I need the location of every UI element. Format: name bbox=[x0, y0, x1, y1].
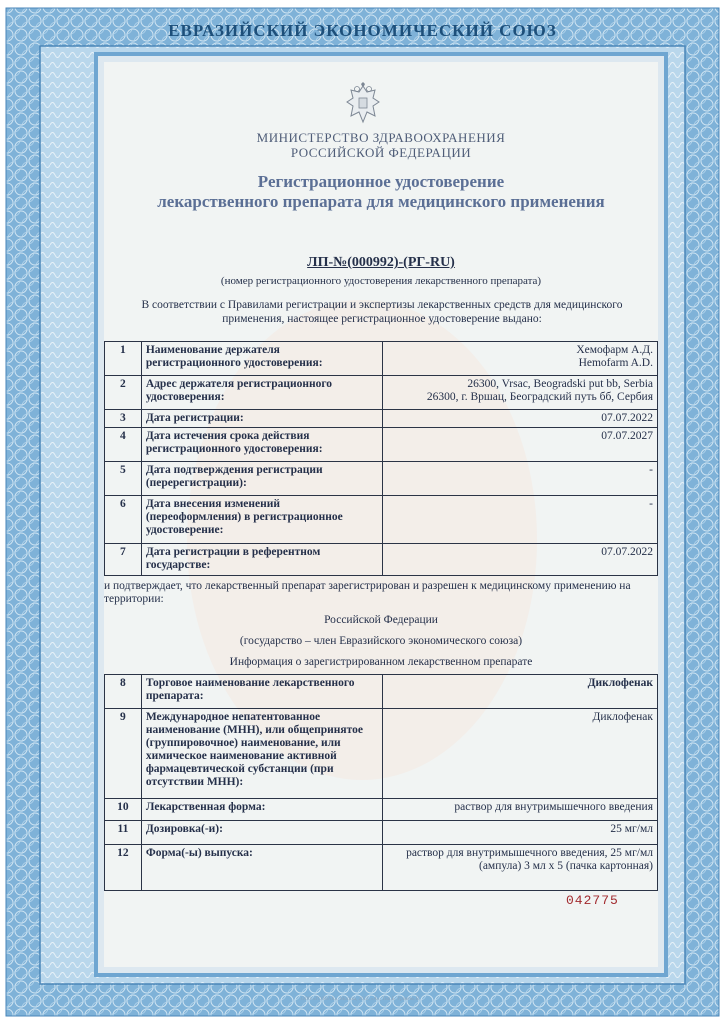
row-value bbox=[382, 821, 657, 845]
row-value-line: Диклофенак bbox=[587, 677, 653, 689]
row-number: 2 bbox=[105, 376, 142, 410]
row-value-line: - bbox=[649, 498, 653, 510]
table-row bbox=[105, 462, 658, 496]
product-info-heading: Информация о зарегистрированном лекарственном препарате bbox=[229, 656, 533, 668]
title-line-2: лекарственного препарата для медицинского применения bbox=[157, 192, 605, 211]
row-value bbox=[382, 709, 657, 799]
row-value bbox=[382, 544, 657, 576]
row-label: Торговое наименование лекарственного препарата: bbox=[141, 675, 382, 709]
row-label: Наименование держателя регистрационного удостоверения: bbox=[141, 342, 382, 376]
row-number: 4 bbox=[105, 428, 142, 462]
certificate-title bbox=[104, 172, 658, 212]
coat-of-arms-icon bbox=[343, 82, 383, 128]
row-label: Дата регистрации: bbox=[141, 410, 382, 428]
row-number: 5 bbox=[105, 462, 142, 496]
row-number: 8 bbox=[105, 675, 142, 709]
confirmation-text: и подтверждает, что лекарственный препарат зарегистрирован и разрешен к медицинскому применению на территории: bbox=[104, 580, 631, 605]
row-value-line: 07.07.2022 bbox=[601, 412, 653, 424]
row-value-line: Хемофарм А.Д. bbox=[576, 344, 653, 356]
serial-number: 042775 bbox=[566, 893, 619, 908]
row-number: 11 bbox=[105, 821, 142, 845]
product-table bbox=[104, 674, 658, 891]
table-row bbox=[105, 544, 658, 576]
table-row bbox=[105, 821, 658, 845]
row-value-line: Диклофенак bbox=[592, 711, 653, 723]
table-row bbox=[105, 342, 658, 376]
row-number: 6 bbox=[105, 496, 142, 544]
table-row bbox=[105, 428, 658, 462]
ministry-line-2: РОССИЙСКОЙ ФЕДЕРАЦИИ bbox=[290, 145, 472, 160]
ministry-line-1: МИНИСТЕРСТВО ЗДРАВООХРАНЕНИЯ bbox=[256, 130, 506, 145]
row-label: Лекарственная форма: bbox=[141, 799, 382, 821]
table-row bbox=[105, 675, 658, 709]
row-value-line: Hemofarm A.D. bbox=[578, 357, 653, 369]
union-header bbox=[0, 14, 725, 48]
row-value bbox=[382, 496, 657, 544]
row-number: 7 bbox=[105, 544, 142, 576]
row-number: 3 bbox=[105, 410, 142, 428]
row-value-line: раствор для внутримышечного введения, 25 мг/мл bbox=[406, 847, 653, 859]
union-title: ЕВРАЗИЙСКИЙ ЭКОНОМИЧЕСКИЙ СОЮЗ bbox=[168, 21, 557, 40]
row-value-line: раствор для внутримышечного введения bbox=[454, 801, 653, 813]
table-row bbox=[105, 709, 658, 799]
row-value bbox=[382, 428, 657, 462]
printer-imprint: ООО «ГОЗНАК», Москва, 2022, «А», Тип.Б. Уровень В bbox=[300, 997, 420, 1002]
table-row bbox=[105, 845, 658, 891]
territory: Российской Федерации bbox=[324, 614, 438, 626]
row-label: Форма(-ы) выпуска: bbox=[141, 845, 382, 891]
ministry-name bbox=[104, 130, 658, 160]
row-value bbox=[382, 462, 657, 496]
holder-table bbox=[104, 341, 658, 576]
row-value-line: - bbox=[649, 464, 653, 476]
table-row bbox=[105, 410, 658, 428]
territory-caption: (государство – член Евразийского экономического союза) bbox=[239, 635, 523, 647]
table-row bbox=[105, 376, 658, 410]
row-value bbox=[382, 675, 657, 709]
row-value-line: 25 мг/мл bbox=[610, 823, 653, 835]
row-number: 10 bbox=[105, 799, 142, 821]
row-label: Дата подтверждения регистрации (перерегистрации): bbox=[141, 462, 382, 496]
row-value-line: 07.07.2022 bbox=[601, 546, 653, 558]
row-value-line: 26300, Vrsac, Beogradski put bb, Serbia bbox=[467, 378, 653, 390]
row-label: Дозировка(-и): bbox=[141, 821, 382, 845]
row-label: Дата истечения срока действия регистрационного удостоверения: bbox=[141, 428, 382, 462]
row-label: Дата регистрации в референтном государстве: bbox=[141, 544, 382, 576]
row-number: 1 bbox=[105, 342, 142, 376]
table-row bbox=[105, 799, 658, 821]
row-value bbox=[382, 799, 657, 821]
row-value bbox=[382, 845, 657, 891]
row-label: Дата внесения изменений (переоформления) в регистрационное удостоверение: bbox=[141, 496, 382, 544]
row-value-line: 07.07.2027 bbox=[601, 430, 653, 442]
title-line-1: Регистрационное удостоверение bbox=[257, 172, 505, 191]
row-number: 9 bbox=[105, 709, 142, 799]
row-label: Адрес держателя регистрационного удостоверения: bbox=[141, 376, 382, 410]
registration-number-caption: (номер регистрационного удостоверения лекарственного препарата) bbox=[220, 275, 542, 287]
row-number: 12 bbox=[105, 845, 142, 891]
registration-number: ЛП-№(000992)-(РГ-RU) bbox=[307, 255, 455, 270]
row-value bbox=[382, 376, 657, 410]
row-label: Международное непатентованное наименование (МНН), или общепринятое (группировочное) наименование, или химическое наименование активной фармацевтической субстанции (при отсутствии МНН): bbox=[141, 709, 382, 799]
table-row bbox=[105, 496, 658, 544]
row-value-line: 26300, г. Вршац, Београдский путь бб, Сербия bbox=[426, 391, 653, 403]
row-value bbox=[382, 410, 657, 428]
row-value bbox=[382, 342, 657, 376]
row-value-line: (ампула) 3 мл х 5 (пачка картонная) bbox=[479, 860, 653, 872]
intro-text: В соответствии с Правилами регистрации и экспертизы лекарственных средств для медицинского применения, настоящее регистрационное удостоверение выдано: bbox=[141, 299, 623, 325]
